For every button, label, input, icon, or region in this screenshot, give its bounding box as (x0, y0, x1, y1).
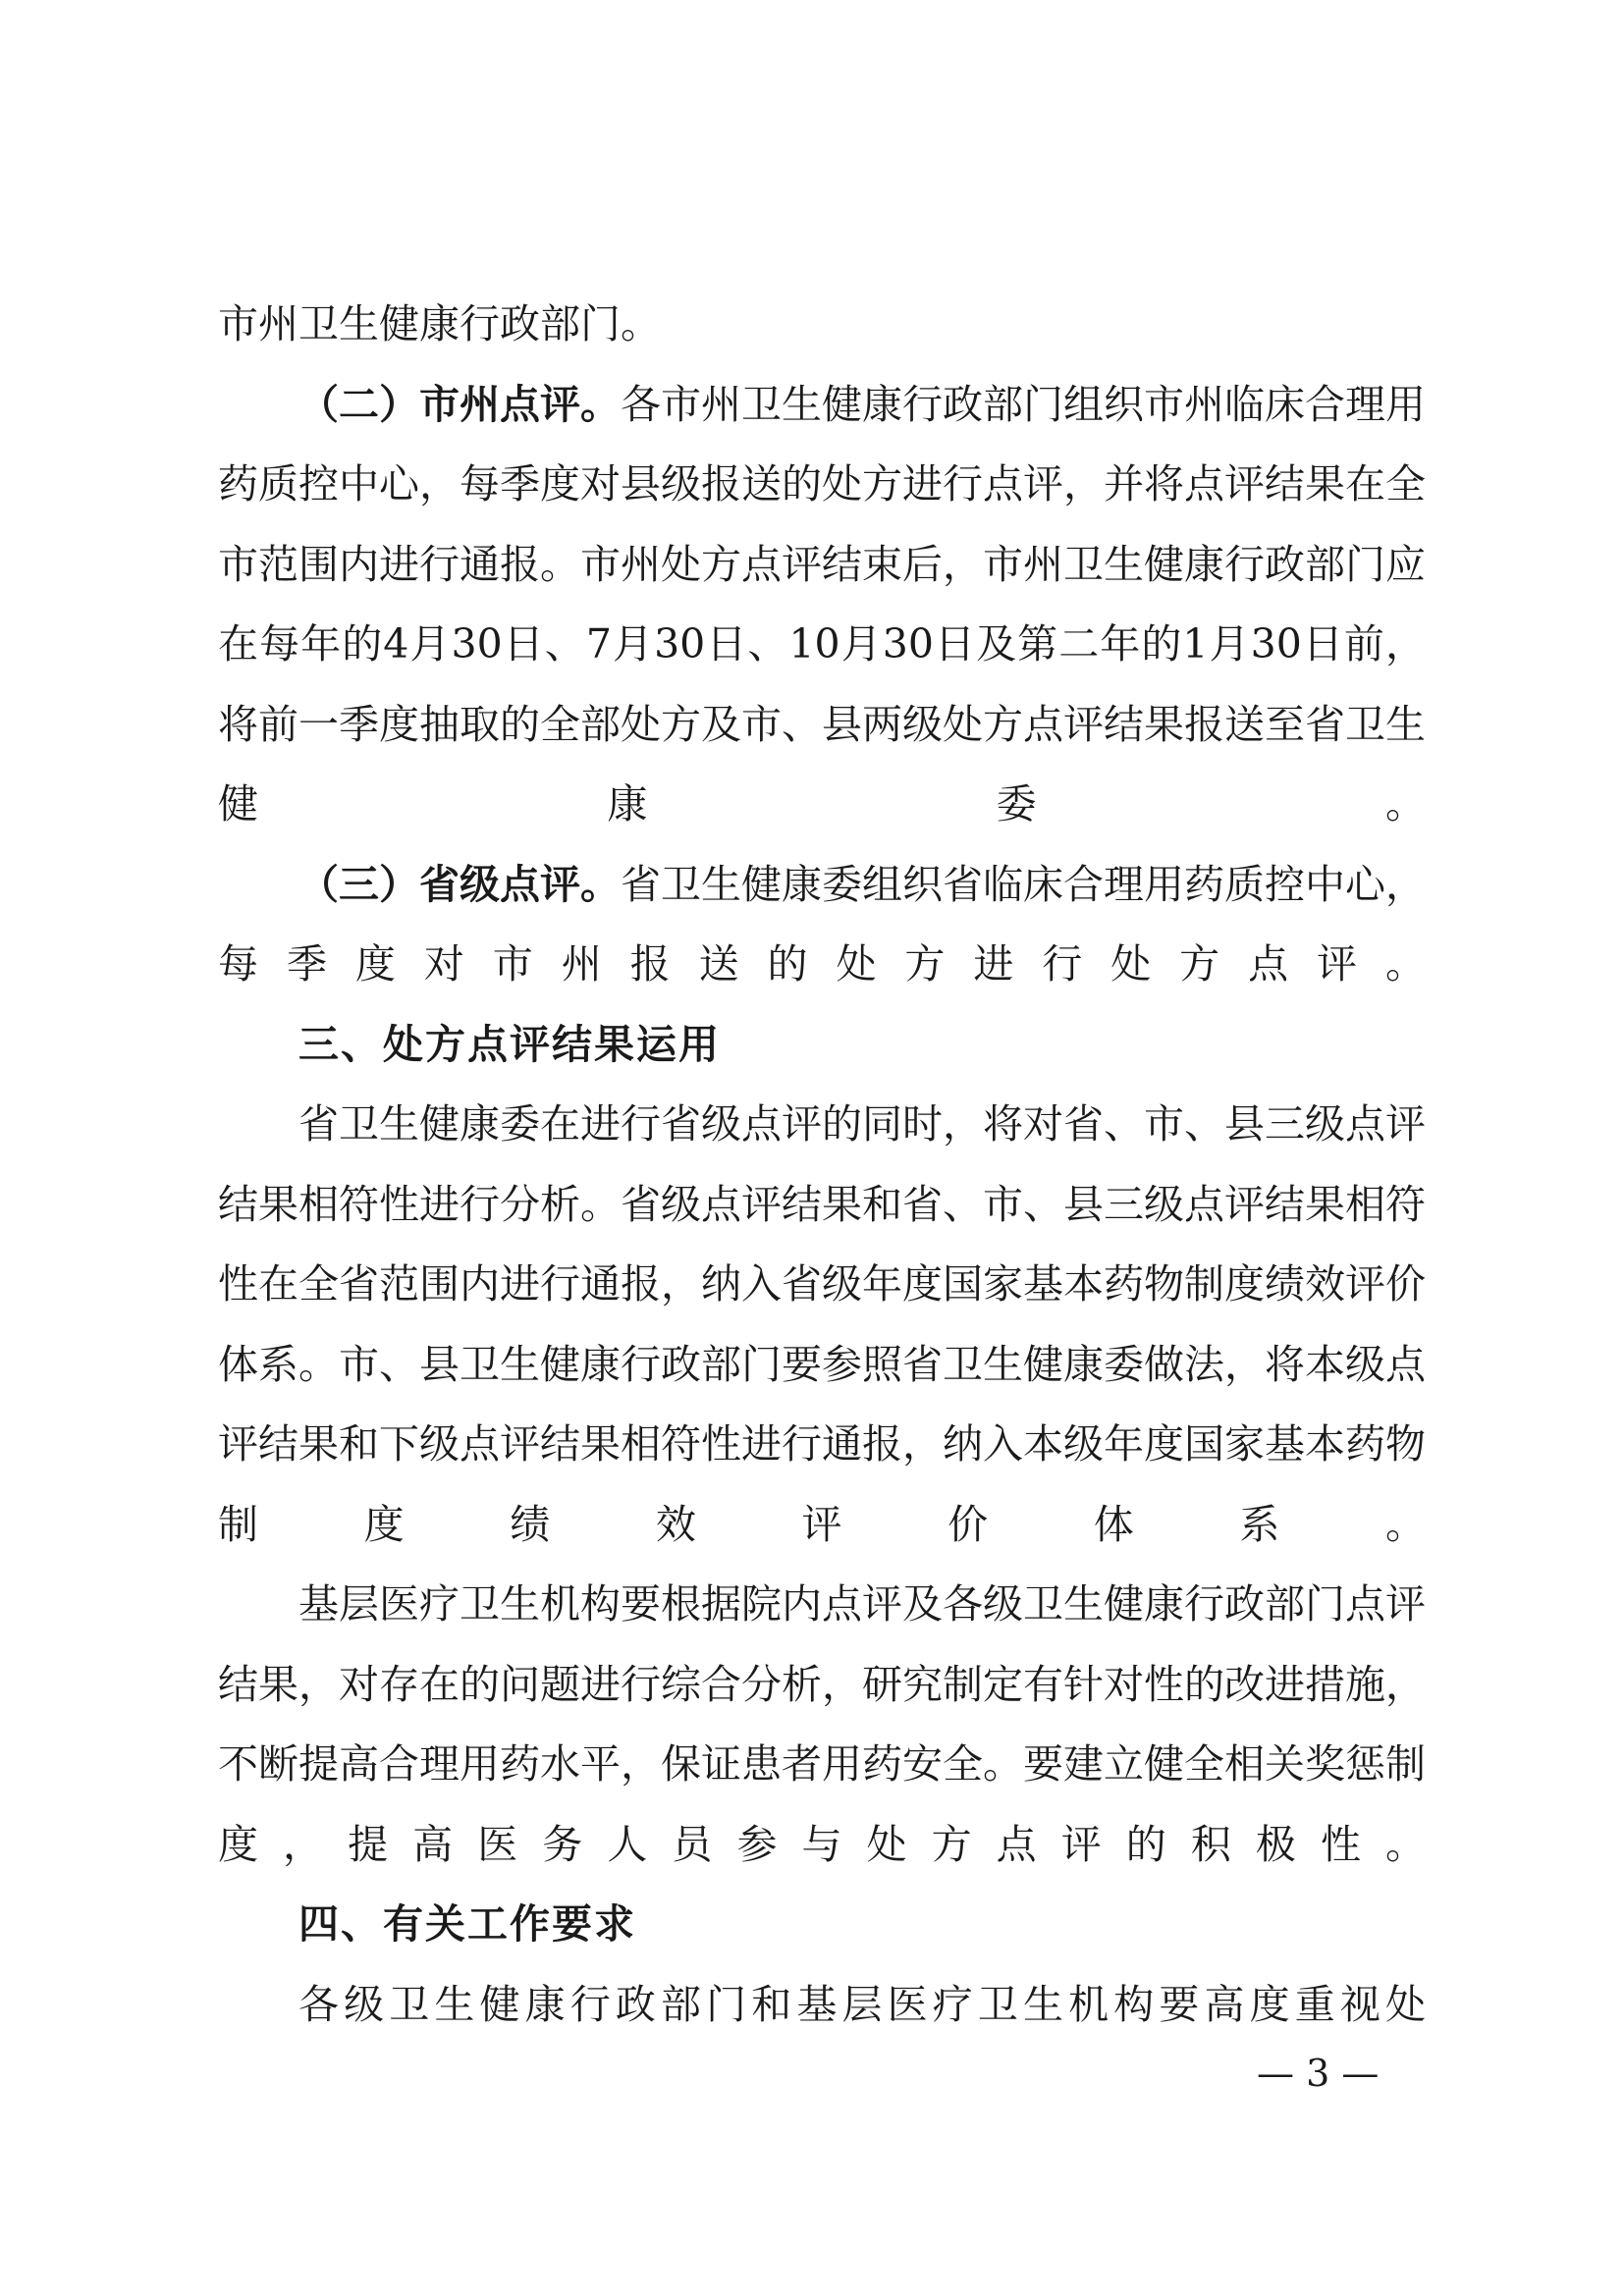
paragraph-province-review: （三）省级点评。省卫生健康委组织省临床合理用药质控中心，每季度对市州报送的处方进行处方点评。 (218, 860, 1426, 988)
section-heading-requirements: 四、有关工作要求 (298, 1900, 636, 1948)
section-heading-results: 三、处方点评结果运用 (298, 1020, 721, 1068)
page-number: — 3 — (1257, 2052, 1380, 2095)
subheading-city-review: （二）市州点评。 (298, 380, 621, 428)
paragraph-city-review: （二）市州点评。各市州卫生健康行政部门组织市州临床合理用药质控中心，每季度对县级报送的处方进行点评，并将点评结果在全市范围内进行通报。市州处方点评结束后，市州卫生健康行政部门应在每年的4月30日、7月30日、10月30日及第二年的1月30日前，将前一季度抽取的全部处方及市、县两级处方点评结果报送至省卫生健康委。 (218, 380, 1426, 828)
subheading-province-review: （三）省级点评。 (298, 860, 621, 908)
paragraph-requirements: 各级卫生健康行政部门和基层医疗卫生机构要高度重视处 (298, 1980, 1426, 2028)
document-body (218, 285, 1426, 2045)
paragraph-results-usage: 省卫生健康委在进行省级点评的同时，将对省、市、县三级点评结果相符性进行分析。省级点评结果和省、市、县三级点评结果相符性在全省范围内进行通报，纳入省级年度国家基本药物制度绩效评价体系。市、县卫生健康行政部门要参照省卫生健康委做法，将本级点评结果和下级点评结果相符性进行通报，纳入本级年度国家基本药物制度绩效评价体系。 (218, 1100, 1426, 1548)
paragraph-continuation: 市州卫生健康行政部门。 (218, 300, 661, 347)
paragraph-institution-measures: 基层医疗卫生机构要根据院内点评及各级卫生健康行政部门点评结果，对存在的问题进行综合分析，研究制定有针对性的改进措施，不断提高合理用药水平，保证患者用药安全。要建立健全相关奖惩制度，提高医务人员参与处方点评的积极性。 (218, 1580, 1426, 1868)
